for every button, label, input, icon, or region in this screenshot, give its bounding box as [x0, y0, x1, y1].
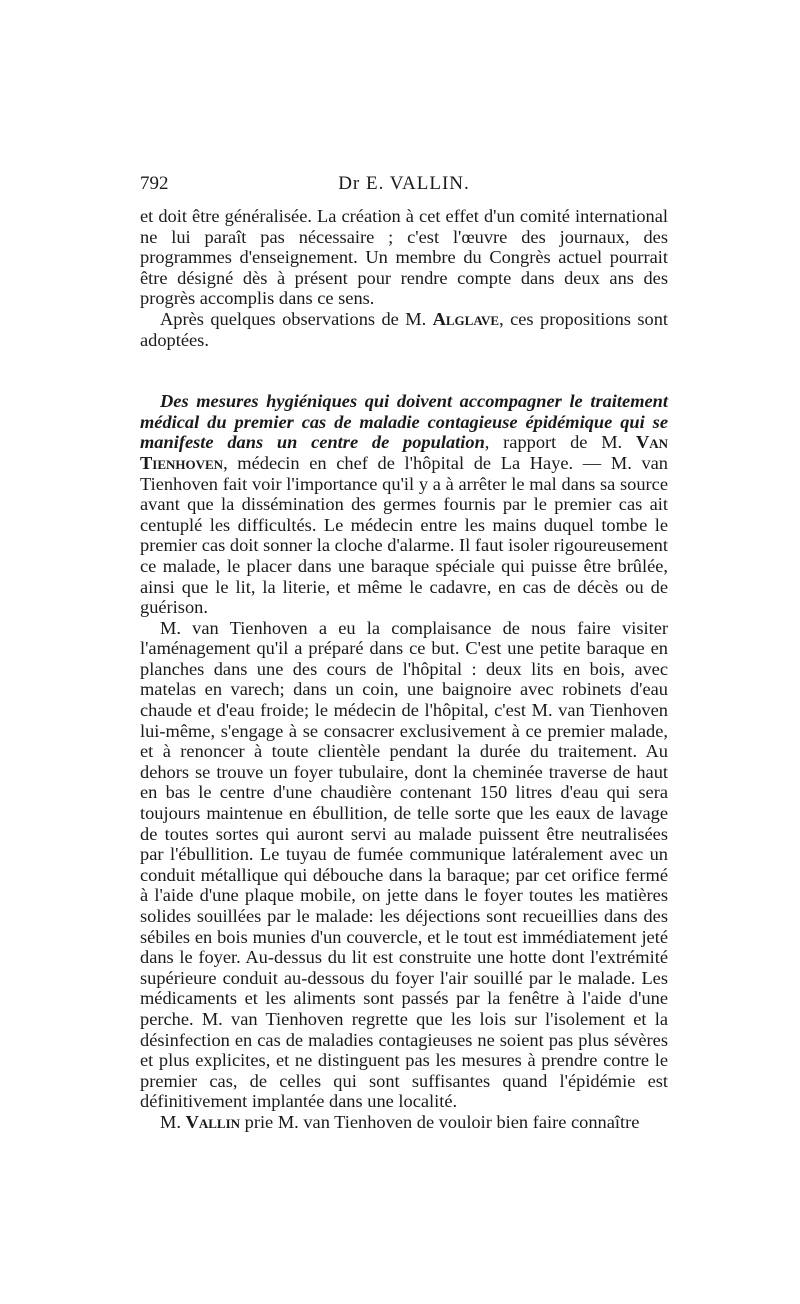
paragraph-report — [140, 391, 668, 618]
body-text — [140, 206, 668, 1133]
speaker-name: Van Tienhoven — [140, 432, 668, 473]
speaker-name: Alglave — [432, 308, 500, 329]
text-run: , ces propositions sont adoptées. — [140, 308, 668, 350]
text-run: prie M. van Tienhoven de vouloir bien faire connaître — [240, 1111, 640, 1132]
page-number: 792 — [140, 173, 169, 194]
section-gap — [140, 350, 668, 391]
paragraph-description: M. van Tienhoven a eu la complaisance de nous faire visiter l'aménagement qu'il a préparé dans ce but. C'est une petite baraque en planches dans une des cours de l'hôpital : deux lits en bois, avec matelas en varech; dans un coin, une baignoire avec robinets d'eau chaude et d'eau froide; le médecin de l'hôpital, c'est M. van Tienhoven lui-même, s'engage à se consacrer exclusivement à ce premier malade, et à renoncer à toute clientèle pendant la durée du traitement. Au dehors se trouve un foyer tubulaire, dont la cheminée traverse de haut en bas le centre d'une chaudière contenant 150 litres d'eau qui sera toujours maintenue en ébullition, de telle sorte que les eaux de lavage de toutes sortes qui auront servi au malade puissent être neutralisées par l'ébullition. Le tuyau de fumée communique latéralement avec un conduit métallique qui débouche dans la baraque; par cet orifice fermé à l'aide d'une plaque mobile, on jette dans le foyer toutes les matières solides souillées par le malade: les déjections sont recueillies dans des sébiles en bois munies d'un couvercle, et le tout est immédiatement jeté dans le foyer. Au-dessus du lit est construite une hotte dont l'extrémité supérieure conduit au-dessous du foyer l'air souillé par le malade. Les médicaments et les aliments sont passés par la fenêtre à l'aide d'une perche. M. van Tienhoven regrette que les lois sur l'isolement et la désinfection en cas de maladies contagieuses ne soient pas plus sévères et plus explicites, et ne distinguent pas les mesures à prendre contre le premier cas, de celles qui sont suffisantes quand l'épidémie est définitivement implantée dans une localité. — [140, 617, 668, 1112]
text-run: M. — [160, 1111, 186, 1132]
text-run: , rapport de M. — [484, 432, 636, 453]
text-run: , médecin en chef de l'hôpital de La Haye. — M. van Tienhoven fait voir l'importance qu'il y a à arrêter le mal dans sa source avant que la dissémination des germes fournis par le premier cas ait centuplé les difficultés. Le médecin entre les mains duquel tombe le premier cas doit sonner la cloche d'alarme. Il faut isoler rigoureusement ce malade, le placer dans une baraque spéciale qui puisse être brûlée, ainsi que le lit, la literie, et même le cadavre, en cas de décès ou de guérison. — [140, 452, 668, 618]
report-title: Des mesures hygiéniques qui doivent accompagner le traitement médical du premier cas de maladie contagieuse épidémique qui se manifeste dans un centre de population — [140, 391, 668, 453]
paragraph-vallin — [140, 1112, 668, 1133]
speaker-name: Vallin — [185, 1111, 241, 1132]
paragraph-adoption — [140, 309, 668, 350]
running-head: Dr E. VALLIN. — [338, 173, 470, 194]
paragraph-continuation: et doit être généralisée. La création à cet effet d'un comité international ne lui paraît pas nécessaire ; c'est l'œuvre des journaux, des programmes d'enseignement. Un membre du Congrès actuel pourrait être désigné dès à présent pour rendre compte dans deux ans des progrès accomplis dans ce sens. — [140, 206, 668, 309]
text-run: Après quelques observations de M. — [160, 308, 433, 329]
